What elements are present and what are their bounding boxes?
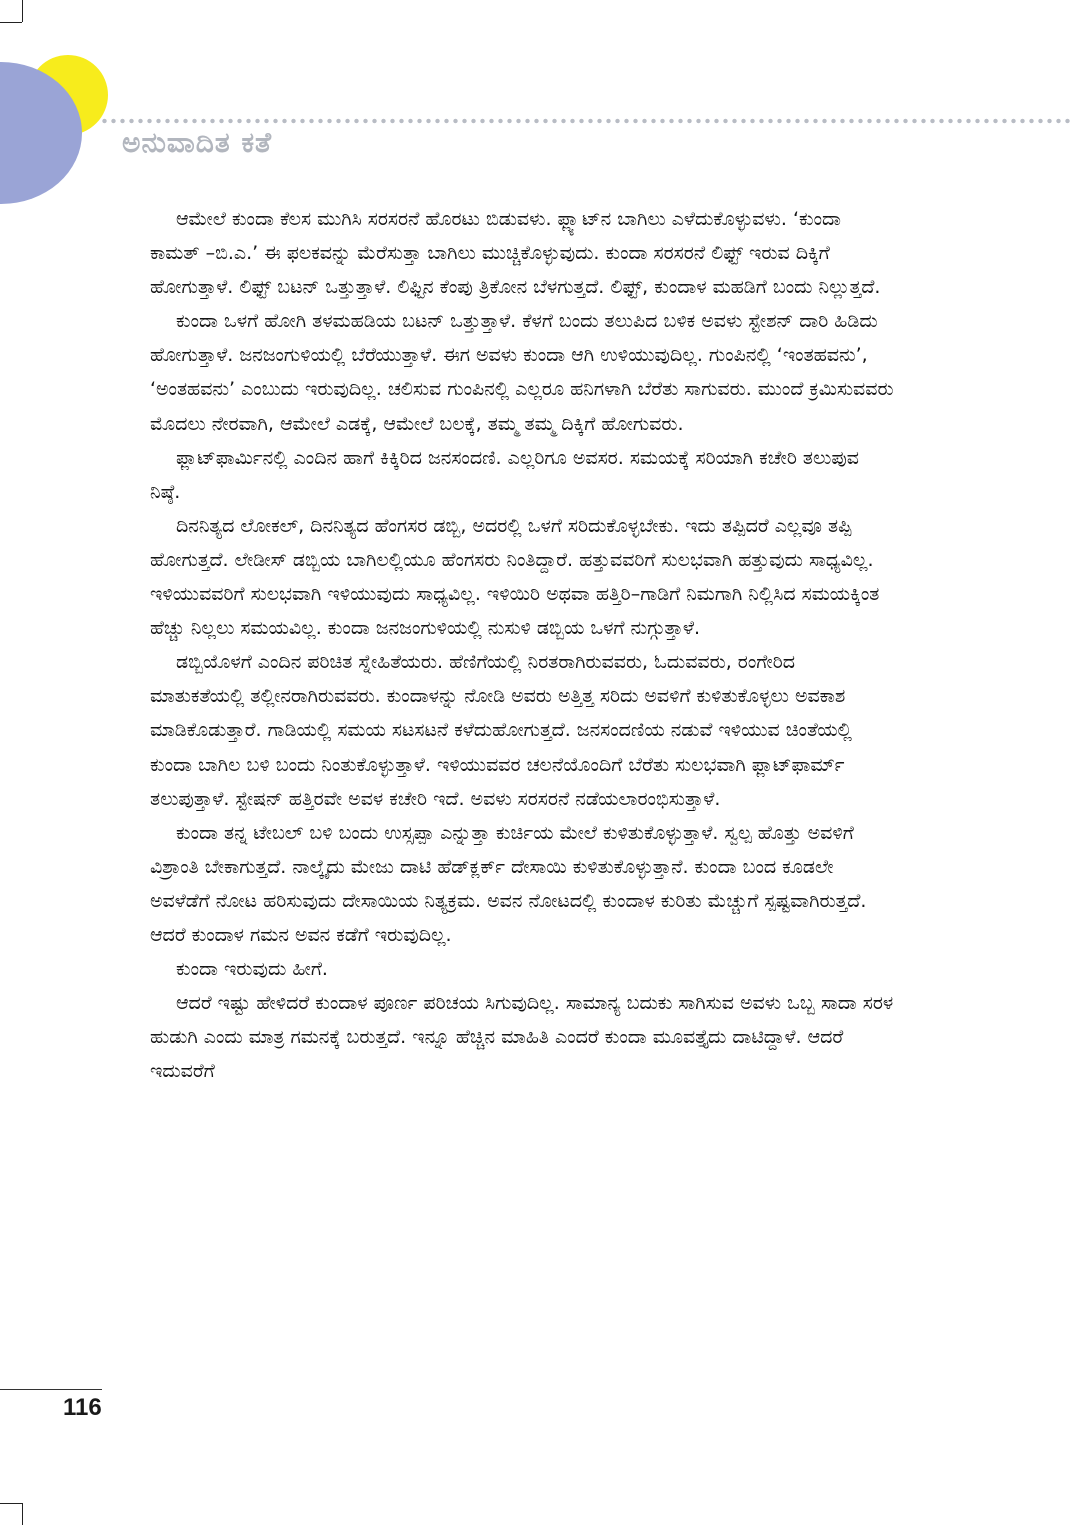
section-title: ಅನುವಾದಿತ ಕತೆ [122, 126, 273, 159]
page-number: 116 [63, 1394, 102, 1421]
story-body [150, 202, 895, 1088]
paragraph: ಫ್ಲಾಟ್‌ಫಾರ್ಮಿನಲ್ಲಿ ಎಂದಿನ ಹಾಗೆ ಕಿಕ್ಕಿರಿದ ಜನಸಂದಣಿ. ಎಲ್ಲರಿಗೂ ಅವಸರ. ಸಮಯಕ್ಕೆ ಸರಿಯಾಗಿ ಕಚೇರಿ ತಲುಪುವ ನಿಷ್ಠೆ. [150, 446, 860, 503]
crop-mark-bottom-left-horizontal [0, 1503, 22, 1504]
paragraph: ದಿನನಿತ್ಯದ ಲೋಕಲ್, ದಿನನಿತ್ಯದ ಹೆಂಗಸರ ಡಬ್ಬಿ, ಅದರಲ್ಲಿ ಒಳಗೆ ಸರಿದುಕೊಳ್ಳಬೇಕು. ಇದು ತಪ್ಪಿದರೆ ಎಲ್ಲವೂ ತಪ್ಪಿ ಹೋಗುತ್ತದೆ. ಲೇಡೀಸ್ ಡಬ್ಬಿಯ ಬಾಗಿಲಲ್ಲಿಯೂ ಹೆಂಗಸರು ನಿಂತಿದ್ದಾರೆ. ಹತ್ತುವವರಿಗೆ ಸುಲಭವಾಗಿ ಹತ್ತುವುದು ಸಾಧ್ಯವಿಲ್ಲ. ಇಳಿಯುವವರಿಗೆ ಸುಲಭವಾಗಿ ಇಳಿಯುವುದು ಸಾಧ್ಯವಿಲ್ಲ. ಇಳಿಯಿರಿ ಅಥವಾ ಹತ್ತಿರಿ–ಗಾಡಿಗೆ ನಿಮಗಾಗಿ ನಿಲ್ಲಿಸಿದ ಸಮಯಕ್ಕಿಂತ ಹೆಚ್ಚು ನಿಲ್ಲಲು ಸಮಯವಿಲ್ಲ. ಕುಂದಾ ಜನಜಂಗುಳಿಯಲ್ಲಿ ನುಸುಳಿ ಡಬ್ಬಿಯ ಒಳಗೆ ನುಗ್ಗುತ್ತಾಳೆ. [150, 514, 880, 640]
paragraph: ಆದರೆ ಇಷ್ಟು ಹೇಳಿದರೆ ಕುಂದಾಳ ಪೂರ್ಣ ಪರಿಚಯ ಸಿಗುವುದಿಲ್ಲ. ಸಾಮಾನ್ಯ ಬದುಕು ಸಾಗಿಸುವ ಅವಳು ಒಬ್ಬ ಸಾದಾ ಸರಳ ಹುಡುಗಿ ಎಂದು ಮಾತ್ರ ಗಮನಕ್ಕೆ ಬರುತ್ತದೆ. ಇನ್ನೂ ಹೆಚ್ಚಿನ ಮಾಹಿತಿ ಎಂದರೆ ಕುಂದಾ ಮೂವತ್ತೈದು ದಾಟಿದ್ದಾಳೆ. ಆದರೆ ಇದುವರೆಗೆ [150, 992, 894, 1083]
dotted-header-rule [100, 118, 1072, 124]
paragraph: ಡಬ್ಬಿಯೊಳಗೆ ಎಂದಿನ ಪರಿಚಿತ ಸ್ನೇಹಿತೆಯರು. ಹೆಣಿಗೆಯಲ್ಲಿ ನಿರತರಾಗಿರುವವರು, ಓದುವವರು, ರಂಗೇರಿದ ಮಾತುಕತೆಯಲ್ಲಿ ತಲ್ಲೀನರಾಗಿರುವವರು. ಕುಂದಾಳನ್ನು ನೋಡಿ ಅವರು ಅತ್ತಿತ್ತ ಸರಿದು ಅವಳಿಗೆ ಕುಳಿತುಕೊಳ್ಳಲು ಅವಕಾಶ ಮಾಡಿಕೊಡುತ್ತಾರೆ. ಗಾಡಿಯಲ್ಲಿ ಸಮಯ ಸಟಸಟನೆ ಕಳೆದುಹೋಗುತ್ತದೆ. ಜನಸಂದಣಿಯ ನಡುವೆ ಇಳಿಯುವ ಚಿಂತೆಯಲ್ಲಿ ಕುಂದಾ ಬಾಗಿಲ ಬಳಿ ಬಂದು ನಿಂತುಕೊಳ್ಳುತ್ತಾಳೆ. ಇಳಿಯುವವರ ಚಲನೆಯೊಂದಿಗೆ ಬೆರೆತು ಸುಲಭವಾಗಿ ಫ್ಲಾಟ್‌ಫಾರ್ಮ್ ತಲುಪುತ್ತಾಳೆ. ಸ್ಟೇಷನ್ ಹತ್ತಿರವೇ ಅವಳ ಕಚೇರಿ ಇದೆ. ಅವಳು ಸರಸರನೆ ನಡೆಯಲಾರಂಭಿಸುತ್ತಾಳೆ. [150, 651, 852, 810]
paragraph: ಕುಂದಾ ಇರುವುದು ಹೀಗೆ. [176, 958, 328, 981]
paragraph: ಕುಂದಾ ಒಳಗೆ ಹೋಗಿ ತಳಮಹಡಿಯ ಬಟನ್ ಒತ್ತುತ್ತಾಳೆ. ಕೆಳಗೆ ಬಂದು ತಲುಪಿದ ಬಳಿಕ ಅವಳು ಸ್ಟೇಶನ್ ದಾರಿ ಹಿಡಿದು ಹೋಗುತ್ತಾಳೆ. ಜನಜಂಗುಳಿಯಲ್ಲಿ ಬೆರೆಯುತ್ತಾಳೆ. ಈಗ ಅವಳು ಕುಂದಾ ಆಗಿ ಉಳಿಯುವುದಿಲ್ಲ. ಗುಂಪಿನಲ್ಲಿ ‘ಇಂತಹವನು’, ‘ಅಂತಹವನು’ ಎಂಬುದು ಇರುವುದಿಲ್ಲ. ಚಲಿಸುವ ಗುಂಪಿನಲ್ಲಿ ಎಲ್ಲರೂ ಹನಿಗಳಾಗಿ ಬೆರೆತು ಸಾಗುವರು. ಮುಂದೆ ಕ್ರಮಿಸುವವರು ಮೊದಲು ನೇರವಾಗಿ, ಆಮೇಲೆ ಎಡಕ್ಕೆ, ಆಮೇಲೆ ಬಲಕ್ಕೆ, ತಮ್ಮ ತಮ್ಮ ದಿಕ್ಕಿಗೆ ಹೋಗುವರು. [150, 310, 894, 435]
crop-mark-top-left-horizontal [0, 22, 22, 23]
crop-mark-top-left [22, 0, 23, 22]
footer-rule [0, 1389, 102, 1390]
paragraph: ಕುಂದಾ ತನ್ನ ಟೇಬಲ್ ಬಳಿ ಬಂದು ಉಸ್ಸಪ್ಪಾ ಎನ್ನುತ್ತಾ ಕುರ್ಚಿಯ ಮೇಲೆ ಕುಳಿತುಕೊಳ್ಳುತ್ತಾಳೆ. ಸ್ವಲ್ಪ ಹೊತ್ತು ಅವಳಿಗೆ ವಿಶ್ರಾಂತಿ ಬೇಕಾಗುತ್ತದೆ. ನಾಲ್ಕೈದು ಮೇಜು ದಾಟಿ ಹೆಡ್‌ಕ್ಲರ್ಕ್ ದೇಸಾಯಿ ಕುಳಿತುಕೊಳ್ಳುತ್ತಾನೆ. ಕುಂದಾ ಬಂದ ಕೂಡಲೇ ಅವಳೆಡೆಗೆ ನೋಟ ಹರಿಸುವುದು ದೇಸಾಯಿಯ ನಿತ್ಯಕ್ರಮ. ಅವನ ನೋಟದಲ್ಲಿ ಕುಂದಾಳ ಕುರಿತು ಮೆಚ್ಚುಗೆ ಸ್ಪಷ್ಟವಾಗಿರುತ್ತದೆ. ಆದರೆ ಕುಂದಾಳ ಗಮನ ಅವನ ಕಡೆಗೆ ಇರುವುದಿಲ್ಲ. [150, 821, 867, 946]
crop-mark-bottom-left [22, 1503, 23, 1525]
paragraph: ಆಮೇಲೆ ಕುಂದಾ ಕೆಲಸ ಮುಗಿಸಿ ಸರಸರನೆ ಹೊರಟು ಬಿಡುವಳು. ಫ್ಲ್ಯಾಟ್‌ನ ಬಾಗಿಲು ಎಳೆದುಕೊಳ್ಳುವಳು. ‘ಕುಂದಾ ಕಾಮತ್ –ಬಿ.ಎ.’ ಈ ಫಲಕವನ್ನು ಮೆರೆಸುತ್ತಾ ಬಾಗಿಲು ಮುಚ್ಚಿಕೊಳ್ಳುವುದು. ಕುಂದಾ ಸರಸರನೆ ಲಿಫ್ಟ್ ಇರುವ ದಿಕ್ಕಿಗೆ ಹೋಗುತ್ತಾಳೆ. ಲಿಫ್ಟ್ ಬಟನ್ ಒತ್ತುತ್ತಾಳೆ. ಲಿಫ್ಟಿನ ಕೆಂಪು ತ್ರಿಕೋನ ಬೆಳಗುತ್ತದೆ. ಲಿಫ್ಟ್, ಕುಂದಾಳ ಮಹಡಿಗೆ ಬಂದು ನಿಲ್ಲುತ್ತದೆ. [150, 208, 881, 299]
